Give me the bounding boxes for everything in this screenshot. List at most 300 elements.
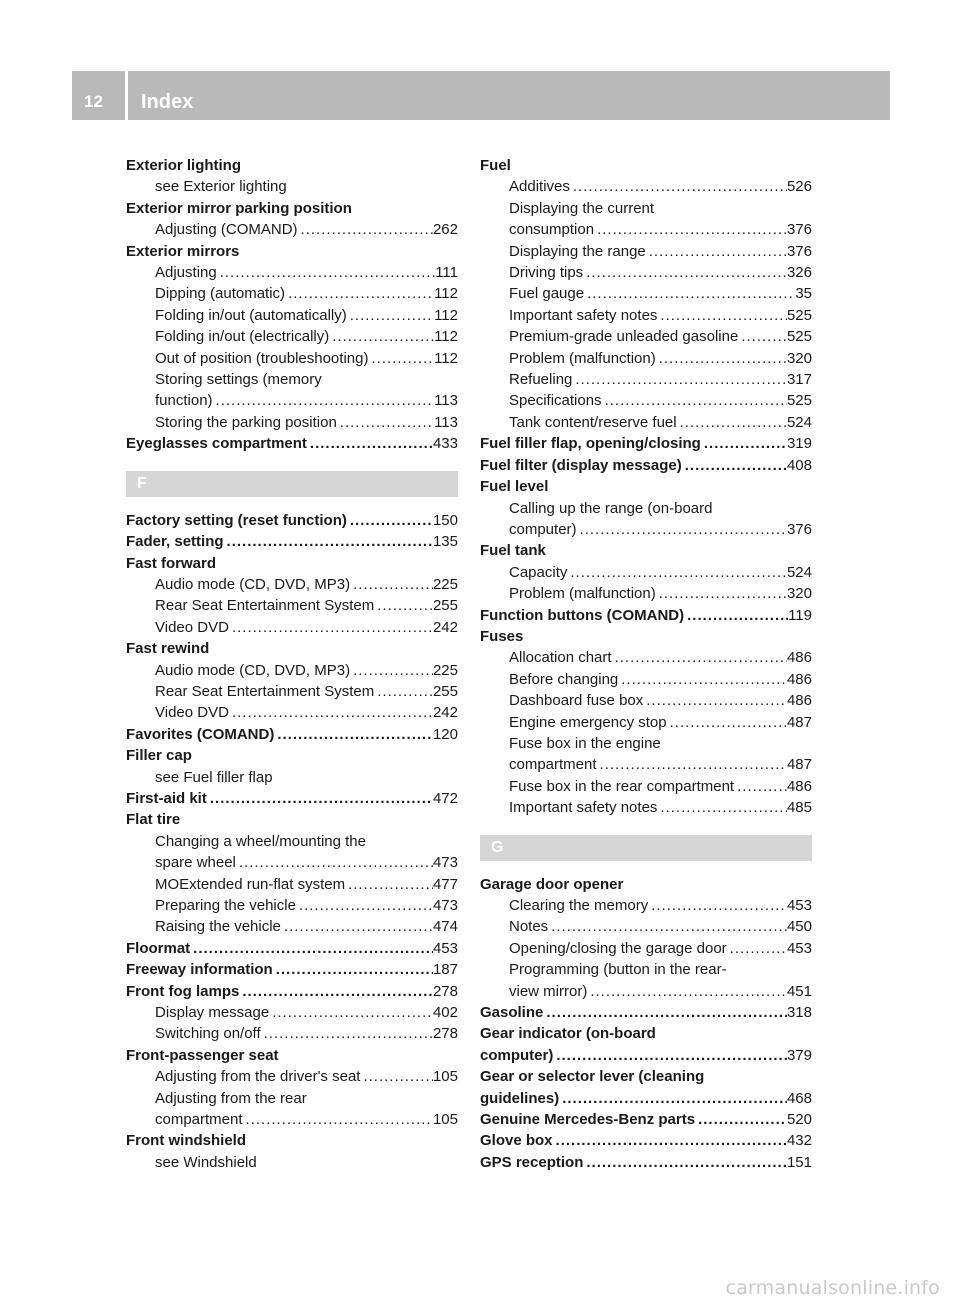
page-reference[interactable]: 320 (786, 349, 812, 367)
dot-leader (213, 390, 435, 411)
page-reference[interactable]: 453 (432, 939, 458, 957)
index-subentry (480, 733, 812, 754)
page-reference[interactable]: 278 (432, 982, 458, 1000)
index-subentry[interactable] (480, 305, 812, 326)
page-reference[interactable]: 111 (435, 264, 458, 282)
entry-text: Freeway information (126, 961, 273, 979)
index-subentry[interactable] (126, 390, 458, 411)
entry-text: Fuses (480, 627, 524, 645)
index-entry (126, 553, 458, 574)
entry-text: Premium-grade unleaded gasoline (509, 328, 739, 346)
index-subentry[interactable] (126, 1002, 458, 1023)
page-reference[interactable]: 318 (786, 1004, 812, 1022)
index-subentry[interactable] (126, 574, 458, 595)
dot-leader (296, 895, 433, 916)
index-entry[interactable] (480, 455, 812, 476)
page-reference[interactable]: 320 (786, 585, 812, 603)
entry-text: Calling up the range (on-board (509, 499, 713, 517)
page-reference[interactable]: 319 (786, 435, 812, 453)
section-letter-header: G (480, 835, 812, 861)
entry-text: spare wheel (155, 854, 236, 872)
entry-text: Additives (509, 178, 570, 196)
section-letter-header: F (126, 471, 458, 497)
index-subentry[interactable] (480, 583, 812, 604)
index-subentry[interactable] (480, 916, 812, 937)
index-subentry[interactable] (480, 938, 812, 959)
index-subentry[interactable] (480, 390, 812, 411)
page-reference[interactable]: 433 (432, 435, 458, 453)
index-subentry[interactable] (480, 647, 812, 668)
entry-text: Front fog lamps (126, 982, 240, 1000)
dot-leader (553, 1045, 787, 1066)
entry-text: Raising the vehicle (155, 918, 281, 936)
index-subentry[interactable] (126, 348, 458, 369)
index-subentry (480, 959, 812, 980)
dot-leader (656, 583, 787, 604)
entry-text: see Windshield (155, 1153, 257, 1171)
page-reference[interactable]: 524 (786, 563, 812, 581)
page-reference[interactable]: 225 (432, 661, 458, 679)
entry-text: Adjusting from the rear (155, 1089, 307, 1107)
page-reference[interactable]: 112 (434, 328, 458, 346)
page-reference[interactable]: 317 (786, 371, 812, 389)
index-subentry[interactable] (126, 916, 458, 937)
page-reference[interactable]: 474 (432, 918, 458, 936)
index-subentry[interactable] (126, 595, 458, 616)
index-entry[interactable] (126, 788, 458, 809)
entry-text: Favorites (COMAND) (126, 725, 275, 743)
entry-text: Dipping (automatic) (155, 285, 286, 303)
page-reference[interactable]: 135 (432, 533, 458, 551)
index-entry (126, 745, 458, 766)
index-column-left (126, 155, 458, 1173)
index-subentry[interactable] (480, 412, 812, 433)
page-reference[interactable]: 187 (432, 961, 458, 979)
dot-leader (350, 574, 433, 595)
page-reference[interactable]: 486 (786, 692, 812, 710)
entry-text: GPS reception (480, 1153, 584, 1171)
entry-text: Fuse box in the engine (509, 734, 661, 752)
index-entry[interactable] (126, 724, 458, 745)
index-entry[interactable] (126, 938, 458, 959)
page-reference[interactable]: 255 (432, 597, 458, 615)
entry-text: Gear or selector lever (cleaning (480, 1068, 705, 1086)
dot-leader (269, 1002, 433, 1023)
entry-text: Gear indicator (on-board (480, 1025, 656, 1043)
entry-text: computer) (480, 1046, 554, 1064)
entry-text: Fuse box in the rear compartment (509, 777, 735, 795)
entry-text: Folding in/out (electrically) (155, 328, 330, 346)
entry-text: Function buttons (COMAND) (480, 606, 685, 624)
page-reference[interactable]: 376 (786, 221, 812, 239)
dot-leader (261, 1023, 433, 1044)
page-reference[interactable]: 486 (786, 777, 812, 795)
index-subentry[interactable] (480, 690, 812, 711)
dot-leader (682, 455, 787, 476)
page-reference[interactable]: 242 (432, 704, 458, 722)
page-reference[interactable]: 453 (786, 939, 812, 957)
dot-leader (243, 1109, 433, 1130)
index-entry (480, 626, 812, 647)
dot-leader (597, 754, 787, 775)
page-reference[interactable]: 453 (786, 897, 812, 914)
dot-leader (734, 776, 787, 797)
entry-text: Exterior mirrors (126, 242, 240, 260)
entry-text: Displaying the current (509, 199, 655, 217)
dot-leader (337, 412, 434, 433)
index-entry[interactable] (480, 1130, 812, 1151)
page-reference[interactable]: 105 (432, 1111, 458, 1129)
dot-leader (190, 938, 433, 959)
dot-leader (559, 1088, 787, 1109)
dot-leader (548, 916, 787, 937)
entry-text: Video DVD (155, 704, 229, 722)
entry-text: Rear Seat Entertainment System (155, 682, 375, 700)
index-entry (126, 1130, 458, 1151)
index-subentry (480, 198, 812, 219)
entry-text: Gasoline (480, 1004, 544, 1022)
entry-text: Front windshield (126, 1132, 246, 1150)
entry-text: Driving tips (509, 264, 584, 282)
index-subentry (126, 767, 458, 788)
dot-leader (350, 660, 433, 681)
dot-leader (657, 797, 787, 818)
dot-leader (587, 981, 787, 1002)
dot-leader (643, 690, 787, 711)
index-entry (480, 155, 812, 176)
entry-text: Audio mode (CD, DVD, MP3) (155, 661, 351, 679)
page-reference[interactable]: 487 (786, 713, 812, 731)
dot-leader (239, 981, 433, 1002)
entry-text: Exterior lighting (126, 157, 242, 174)
dot-leader (583, 262, 787, 283)
dot-leader (224, 531, 433, 552)
entry-text: Allocation chart (509, 649, 612, 667)
page-reference[interactable]: 526 (786, 178, 812, 196)
entry-text: MOExtended run-flat system (155, 875, 346, 893)
index-subentry[interactable] (126, 1109, 458, 1130)
index-subentry[interactable] (480, 754, 812, 775)
page-reference[interactable]: 242 (432, 618, 458, 636)
dot-leader (347, 510, 433, 531)
index-subentry[interactable] (480, 219, 812, 240)
entry-text: Fuel gauge (509, 285, 585, 303)
entry-text: Storing the parking position (155, 413, 337, 431)
dot-leader (207, 788, 433, 809)
index-entry (480, 540, 812, 561)
index-subentry[interactable] (126, 617, 458, 638)
dot-leader (217, 262, 435, 283)
entry-text: Clearing the memory (509, 897, 649, 914)
dot-leader (298, 219, 433, 240)
page-reference[interactable]: 326 (786, 264, 812, 282)
entry-text: see Exterior lighting (155, 178, 287, 196)
dot-leader (281, 916, 433, 937)
page-reference[interactable]: 225 (432, 575, 458, 593)
entry-text: Specifications (509, 392, 602, 410)
page-title: Index (141, 91, 194, 113)
index-subentry[interactable] (126, 219, 458, 240)
entry-text: Tank content/reserve fuel (509, 413, 677, 431)
dot-leader (374, 595, 433, 616)
index-subentry[interactable] (126, 412, 458, 433)
index-entry[interactable] (480, 1002, 812, 1023)
index-subentry[interactable] (480, 326, 812, 347)
entry-text: compartment (509, 756, 597, 774)
page-reference[interactable]: 278 (432, 1025, 458, 1043)
entry-text: Adjusting from the driver's seat (155, 1068, 361, 1086)
entry-text: Rear Seat Entertainment System (155, 597, 375, 615)
page-reference[interactable]: 525 (786, 306, 812, 324)
entry-text: Fuel tank (480, 542, 546, 560)
dot-leader (695, 1109, 787, 1130)
index-entry[interactable] (126, 959, 458, 980)
entry-text: Capacity (509, 563, 568, 581)
entry-text: Displaying the range (509, 242, 646, 260)
index-subentry[interactable] (126, 874, 458, 895)
index-entry[interactable] (126, 981, 458, 1002)
page-number: 12 (84, 92, 103, 111)
page-reference[interactable]: 402 (432, 1004, 458, 1022)
index-subentry[interactable] (480, 562, 812, 583)
index-entry (480, 874, 812, 895)
entry-text: Flat tire (126, 811, 181, 829)
index-subentry[interactable] (480, 369, 812, 390)
index-entry[interactable] (126, 510, 458, 531)
page-reference[interactable]: 376 (786, 520, 812, 538)
index-entry (480, 1023, 812, 1044)
dot-leader (618, 669, 787, 690)
entry-text: guidelines) (480, 1089, 560, 1107)
page-reference[interactable]: 35 (795, 285, 812, 303)
entry-text: consumption (509, 221, 595, 239)
entry-text: Problem (malfunction) (509, 349, 656, 367)
index-entry[interactable] (126, 531, 458, 552)
dot-leader (677, 412, 787, 433)
dot-leader (368, 348, 434, 369)
index-entry (126, 241, 458, 262)
page-reference[interactable]: 379 (786, 1046, 812, 1064)
dot-leader (594, 219, 787, 240)
dot-leader (374, 681, 433, 702)
index-entry (480, 1066, 812, 1087)
entry-text: Adjusting (COMAND) (155, 221, 298, 239)
dot-leader (648, 895, 787, 916)
index-subentry (126, 176, 458, 197)
page-reference[interactable]: 477 (432, 875, 458, 893)
index-subentry[interactable] (126, 681, 458, 702)
index-subentry[interactable] (126, 283, 458, 304)
entry-text: Before changing (509, 670, 619, 688)
index-entry[interactable] (480, 605, 812, 626)
index-subentry[interactable] (126, 1023, 458, 1044)
index-subentry[interactable] (480, 776, 812, 797)
page-reference[interactable]: 486 (786, 649, 812, 667)
index-entry[interactable] (126, 433, 458, 454)
index-entry[interactable] (480, 433, 812, 454)
dot-leader (727, 938, 787, 959)
page-reference[interactable]: 468 (786, 1089, 812, 1107)
index-subentry[interactable] (480, 669, 812, 690)
dot-leader (567, 562, 787, 583)
page-reference[interactable]: 120 (432, 725, 458, 743)
entry-text: Adjusting (155, 264, 217, 282)
entry-text: Video DVD (155, 618, 229, 636)
index-subentry[interactable] (480, 712, 812, 733)
index-entry (126, 155, 458, 176)
entry-text: computer) (509, 520, 577, 538)
dot-leader (577, 519, 787, 540)
entry-text: Fast forward (126, 554, 217, 572)
page-reference[interactable]: 119 (788, 606, 812, 624)
dot-leader (667, 712, 787, 733)
page-reference[interactable]: 151 (786, 1153, 812, 1171)
entry-text: compartment (155, 1111, 243, 1129)
entry-text: Audio mode (CD, DVD, MP3) (155, 575, 351, 593)
index-subentry (126, 369, 458, 390)
entry-text: Fuel filter (display message) (480, 456, 682, 474)
index-entry (480, 476, 812, 497)
page-reference[interactable]: 520 (786, 1111, 812, 1129)
page-reference[interactable]: 112 (434, 349, 458, 367)
index-entry (126, 198, 458, 219)
entry-text: Eyeglasses compartment (126, 435, 307, 453)
page-reference[interactable]: 376 (786, 242, 812, 260)
entry-text: Notes (509, 918, 549, 936)
entry-text: Dashboard fuse box (509, 692, 644, 710)
entry-text: see Fuel filler flap (155, 768, 273, 786)
entry-text: Important safety notes (509, 306, 658, 324)
dot-leader (701, 433, 787, 454)
index-subentry (480, 498, 812, 519)
dot-leader (229, 702, 433, 723)
page-reference[interactable]: 113 (434, 392, 458, 410)
entry-text: view mirror) (509, 982, 588, 1000)
index-subentry[interactable] (126, 326, 458, 347)
entry-text: Switching on/off (155, 1025, 261, 1043)
index-subentry[interactable] (480, 262, 812, 283)
page-reference[interactable]: 113 (434, 413, 458, 431)
entry-text: Genuine Mercedes-Benz parts (480, 1111, 696, 1129)
index-subentry[interactable] (480, 283, 812, 304)
entry-text: Floormat (126, 939, 191, 957)
page-reference[interactable]: 432 (786, 1132, 812, 1150)
index-subentry[interactable] (126, 852, 458, 873)
dot-leader (570, 176, 787, 197)
index-subentry[interactable] (126, 1066, 458, 1087)
entry-text: Fuel level (480, 478, 549, 496)
index-entry[interactable] (480, 1088, 812, 1109)
entry-text: Problem (malfunction) (509, 585, 656, 603)
index-subentry[interactable] (126, 305, 458, 326)
dot-leader (602, 390, 787, 411)
index-subentry[interactable] (480, 241, 812, 262)
page-reference[interactable]: 262 (432, 221, 458, 239)
page-reference[interactable]: 472 (432, 789, 458, 807)
dot-leader (347, 305, 434, 326)
dot-leader (584, 283, 795, 304)
index-subentry[interactable] (480, 348, 812, 369)
index-subentry[interactable] (126, 895, 458, 916)
index-entry[interactable] (480, 1152, 812, 1173)
entry-text: Important safety notes (509, 799, 658, 817)
index-subentry[interactable] (480, 895, 812, 916)
page-reference[interactable]: 485 (786, 799, 812, 817)
index-subentry (126, 831, 458, 852)
entry-text: Front-passenger seat (126, 1046, 279, 1064)
header-divider (125, 71, 128, 120)
page-reference[interactable]: 473 (432, 897, 458, 914)
page-reference[interactable]: 105 (432, 1068, 458, 1086)
dot-leader (657, 305, 787, 326)
index-entry (126, 1045, 458, 1066)
dot-leader (229, 617, 433, 638)
entry-text: Preparing the vehicle (155, 897, 296, 914)
page-reference[interactable]: 255 (432, 682, 458, 700)
page-reference[interactable]: 408 (786, 456, 812, 474)
entry-text: Fader, setting (126, 533, 224, 551)
entry-text: Exterior mirror parking position (126, 199, 352, 217)
dot-leader (583, 1152, 787, 1173)
index-entry[interactable] (480, 1045, 812, 1066)
dot-leader (285, 283, 434, 304)
entry-text: First-aid kit (126, 789, 207, 807)
index-subentry (126, 1152, 458, 1173)
index-subentry[interactable] (480, 981, 812, 1002)
page-reference[interactable]: 525 (786, 328, 812, 346)
entry-text: Factory setting (reset function) (126, 511, 347, 529)
entry-text: function) (155, 392, 213, 410)
entry-text: Fast rewind (126, 640, 210, 658)
dot-leader (656, 348, 787, 369)
dot-leader (273, 959, 433, 980)
index-subentry[interactable] (480, 797, 812, 818)
dot-leader (646, 241, 787, 262)
index-column-right (480, 155, 812, 1173)
page-reference[interactable]: 486 (786, 670, 812, 688)
entry-text: Display message (155, 1004, 270, 1022)
index-entry[interactable] (480, 1109, 812, 1130)
entry-text: Programming (button in the rear- (509, 961, 727, 979)
index-subentry[interactable] (126, 702, 458, 723)
page-reference[interactable]: 525 (786, 392, 812, 410)
index-subentry[interactable] (480, 176, 812, 197)
page-reference[interactable]: 112 (434, 306, 458, 324)
entry-text: Changing a wheel/mounting the (155, 832, 366, 850)
page-reference[interactable]: 487 (786, 756, 812, 774)
index-subentry (126, 1088, 458, 1109)
page-reference[interactable]: 450 (786, 918, 812, 936)
dot-leader (543, 1002, 787, 1023)
page-header (72, 71, 890, 120)
index-subentry[interactable] (126, 660, 458, 681)
page-reference[interactable]: 112 (434, 285, 458, 303)
page-reference[interactable]: 451 (786, 982, 812, 1000)
dot-leader (738, 326, 787, 347)
dot-leader (274, 724, 433, 745)
index-subentry[interactable] (126, 262, 458, 283)
watermark: carmanualsonline.info (725, 1277, 940, 1299)
entry-text: Out of position (troubleshooting) (155, 349, 369, 367)
entry-text: Engine emergency stop (509, 713, 667, 731)
dot-leader (307, 433, 433, 454)
page-reference[interactable]: 473 (432, 854, 458, 872)
page-reference[interactable]: 150 (432, 511, 458, 529)
page-reference[interactable]: 524 (786, 413, 812, 431)
entry-text: Refueling (509, 371, 573, 389)
index-subentry[interactable] (480, 519, 812, 540)
dot-leader (329, 326, 434, 347)
